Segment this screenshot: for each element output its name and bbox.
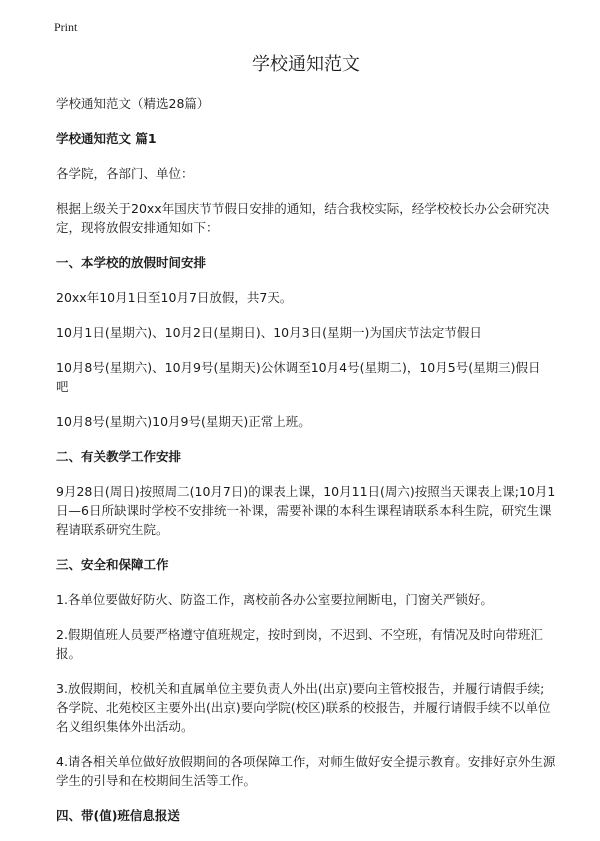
- section-heading-3: 三、安全和保障工作: [56, 557, 169, 572]
- paragraph: 3.放假期间，校机关和直属单位主要负责人外出(出京)要向主管校报告，并履行请假手续;各学院、北苑校区主要外出(出京)要向学院(校区)联系的校报告，并履行请假手续不以单位名义组织集体外出活动。: [56, 681, 551, 734]
- salutation: 各学院，各部门、单位：: [56, 166, 194, 181]
- paragraph: 10月8号(星期六)10月9号(星期天)正常上班。: [56, 414, 311, 429]
- document-title: 学校通知范文: [252, 54, 360, 75]
- paragraph: 2.假期值班人员要严格遵守值班规定，按时到岗，不迟到、不空班，有情况及时向带班汇报。: [56, 627, 543, 661]
- piece-heading: 学校通知范文 篇1: [56, 131, 157, 146]
- paragraph: 9月28日(周日)按照周二(10月7日)的课表上课，10月11日(周六)按照当天课表上课;10月1日—6日所缺课时学校不安排统一补课，需要补课的本科生课程请联系本科生院，研究生课程请联系研究生院。: [56, 484, 556, 537]
- document-body: [56, 50, 556, 841]
- intro-paragraph: 根据上级关于20xx年国庆节节假日安排的通知，结合我校实际，经学校校长办公会研究决定，现将放假安排通知如下：: [56, 201, 550, 235]
- section-heading-1: 一、本学校的放假时间安排: [56, 255, 207, 270]
- paragraph: 10月8号(星期六)、10月9号(星期天)公休调至10月4号(星期二)，10月5号(星期三)假日 吧: [56, 360, 541, 394]
- paragraph: 4.请各相关单位做好放假期间的各项保障工作，对师生做好安全提示教育。安排好京外生源学生的引导和在校期间生活等工作。: [56, 754, 556, 788]
- print-link[interactable]: Print: [54, 20, 78, 34]
- paragraph: 20xx年10月1日至10月7日放假，共7天。: [56, 290, 293, 305]
- document-subtitle: 学校通知范文（精选28篇）: [56, 96, 210, 111]
- paragraph: 10月1日(星期六)、10月2日(星期日)、10月3日(星期一)为国庆节法定节假日: [56, 325, 482, 340]
- section-heading-2: 二、有关教学工作安排: [56, 449, 182, 464]
- paragraph: 1.各单位要做好防火、防盗工作，离校前各办公室要拉闸断电，门窗关严锁好。: [56, 592, 493, 607]
- section-heading-4: 四、带(值)班信息报送: [56, 808, 180, 823]
